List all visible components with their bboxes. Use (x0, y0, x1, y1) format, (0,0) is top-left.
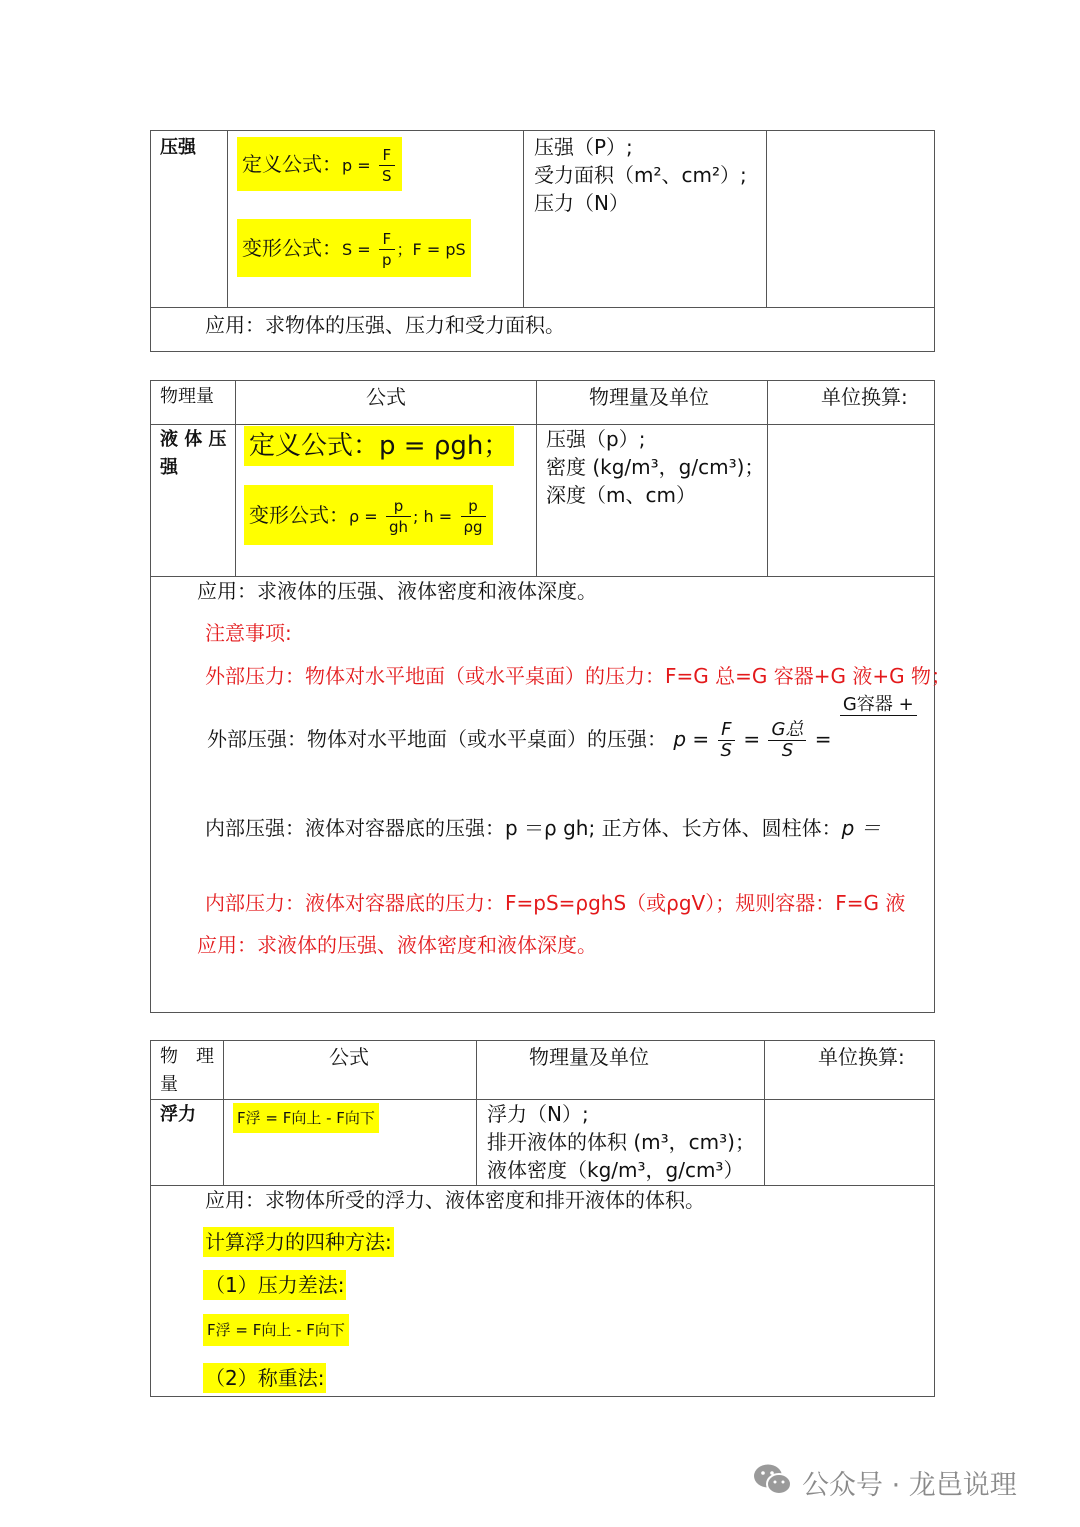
external-force: 外部压力：物体对水平地面（或水平桌面）的压力：F=G 总=G 容器+G 液+G 物； (205, 664, 951, 688)
formula-lhs: p = (342, 156, 371, 175)
header-quantity: 物 理 (160, 1046, 214, 1067)
header-units: 物理量及单位 (529, 1045, 649, 1069)
quantity-label: 浮力 (160, 1104, 196, 1125)
application-text: 应用：求物体的压强、压力和受力面积。 (205, 313, 565, 337)
header-units: 物理量及单位 (589, 385, 709, 409)
application-text: 应用：求物体所受的浮力、液体密度和排开液体的体积。 (205, 1188, 705, 1212)
buoyancy-table (150, 1040, 935, 1397)
definition-formula (237, 137, 402, 191)
transformed-formula: 变形公式：ρ = $\frac{p}{gh}$ ; h = $\frac{p}{\rho g}$ (244, 485, 493, 545)
methods-title: 计算浮力的四种方法: (203, 1227, 394, 1257)
method-1-formula: F浮 = F向上 - F向下 (203, 1314, 349, 1346)
internal-pressure: 内部压强：液体对容器底的压强：p ＝ρ gh; 正方体、长方体、圆柱体：p ＝ (205, 816, 881, 840)
unit-pressure: 压强（p）; (546, 427, 646, 451)
quantity-label: 压强 (160, 137, 196, 158)
application-text-2: 应用：求液体的压强、液体密度和液体深度。 (197, 933, 597, 957)
pressure-table (150, 130, 935, 352)
wechat-icon (752, 1462, 794, 1498)
internal-force: 内部压力：液体对容器底的压力：F=pS=ρghS（或ρgV）；规则容器：F=G 液 (205, 891, 906, 915)
definition-formula: 定义公式：p = ρgh； (244, 426, 514, 466)
header-conversion: 单位换算: (821, 385, 908, 409)
unit-force: 压力（N） (534, 191, 629, 215)
unit-area: 受力面积（m²、cm²）; (534, 163, 747, 187)
quantity-label-cont: 强 (160, 457, 178, 478)
fraction: $\frac{F}{p}$ (379, 229, 395, 270)
unit-density: 密度 (kg/m³，g/cm³)； (546, 455, 765, 479)
external-pressure: 外部压强：物体对水平地面（或水平桌面）的压强： p = $\frac{F}{S}$ = $\frac{\text{G总}}{S}$ = G容器 + (207, 711, 919, 767)
watermark-text: 公众号 · 龙邑说理 (802, 1470, 1017, 1501)
buoyancy-formula: F浮 = F向上 - F向下 (233, 1103, 379, 1133)
header-quantity-cont: 量 (160, 1074, 178, 1095)
unit-depth: 深度（m、cm） (546, 483, 696, 507)
notes-title: 注意事项: (205, 621, 292, 645)
header-formula: 公式 (366, 385, 406, 409)
unit-pressure: 压强（P）; (534, 135, 633, 159)
unit-density: 液体密度（kg/m³，g/cm³） (487, 1158, 744, 1182)
header-quantity: 物理量 (160, 386, 214, 407)
quantity-label: 液 体 压 (160, 429, 227, 450)
method-2: （2）称重法: (203, 1363, 326, 1393)
method-1: （1）压力差法: (203, 1270, 346, 1300)
header-conversion: 单位换算: (818, 1045, 905, 1069)
formula-label: 定义公式： (242, 152, 342, 176)
transformed-formula: 变形公式：S = $\frac{F}{p}$ ；F = pS (237, 219, 471, 277)
application-text: 应用：求液体的压强、液体密度和液体深度。 (197, 579, 597, 603)
header-formula: 公式 (329, 1045, 369, 1069)
fraction: $\frac{F}{S}$ (379, 145, 395, 186)
unit-buoyancy: 浮力（N）; (487, 1102, 589, 1126)
unit-volume: 排开液体的体积 (m³，cm³)； (487, 1130, 755, 1154)
liquid-pressure-table (150, 380, 951, 1013)
